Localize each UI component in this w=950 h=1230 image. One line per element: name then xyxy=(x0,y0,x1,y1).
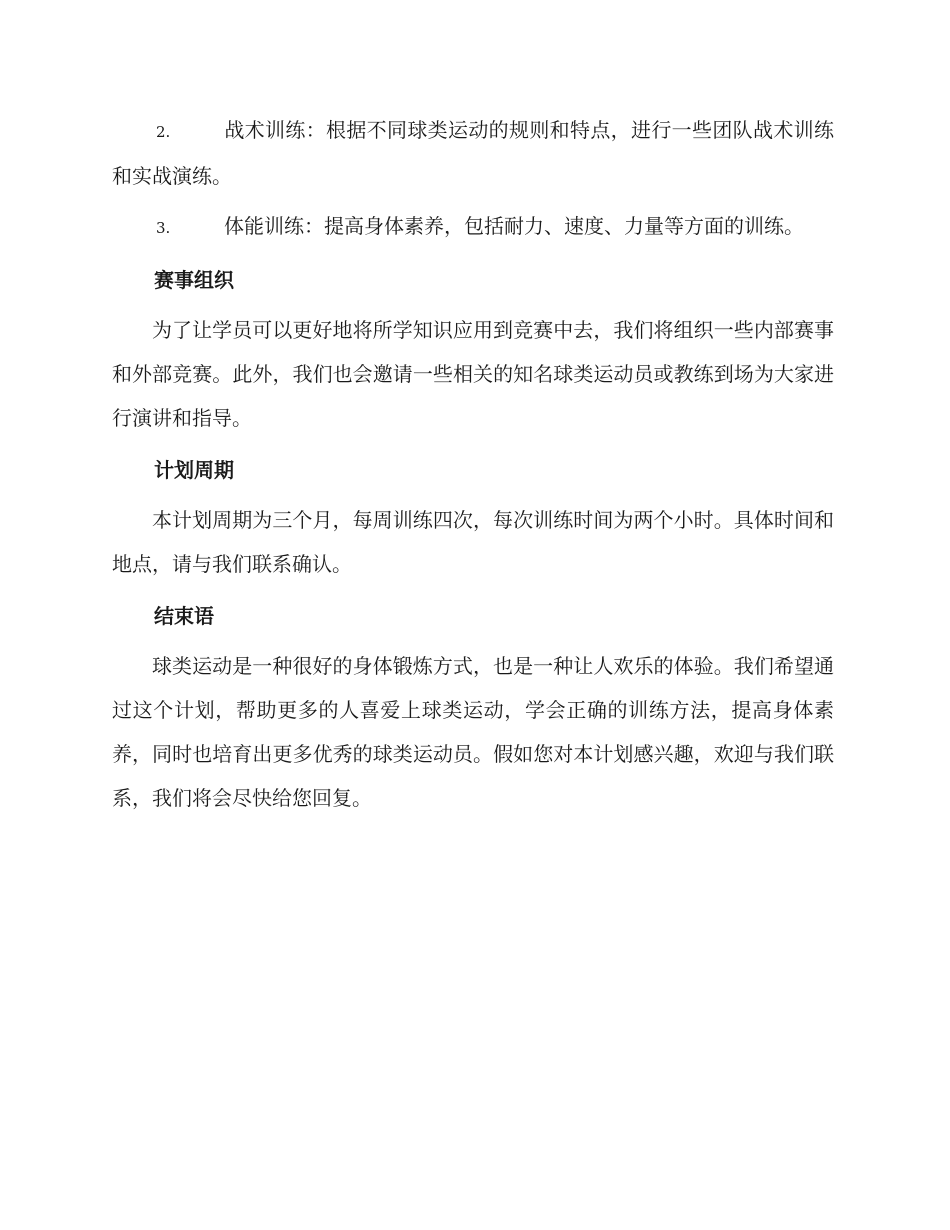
section-heading-competitions: 赛事组织 xyxy=(154,268,234,292)
list-number: 2. xyxy=(156,123,171,141)
list-item-fitness xyxy=(112,204,834,250)
section-heading-schedule: 计划周期 xyxy=(154,458,234,482)
section-body-schedule: 本计划周期为三个月，每周训练四次，每次训练时间为两个小时。具体时间和地点，请与我们联系确认。 xyxy=(112,508,834,576)
list-item-tactics xyxy=(112,108,834,198)
list-number: 3. xyxy=(156,219,171,237)
section-body-competitions: 为了让学员可以更好地将所学知识应用到竞赛中去，我们将组织一些内部赛事和外部竞赛。此外，我们也会邀请一些相关的知名球类运动员或教练到场为大家进行演讲和指导。 xyxy=(112,318,834,430)
list-item-text: 体能训练：提高身体素养，包括耐力、速度、力量等方面的训练。 xyxy=(224,214,804,238)
document-body xyxy=(112,108,834,820)
section-heading-conclusion: 结束语 xyxy=(154,604,214,628)
list-item-text: 战术训练：根据不同球类运动的规则和特点，进行一些团队战术训练和实战演练。 xyxy=(112,118,834,188)
section-body-conclusion: 球类运动是一种很好的身体锻炼方式，也是一种让人欢乐的体验。我们希望通过这个计划，帮助更多的人喜爱上球类运动，学会正确的训练方法，提高身体素养，同时也培育出更多优秀的球类运动员。假如您对本计划感兴趣，欢迎与我们联系，我们将会尽快给您回复。 xyxy=(112,654,834,810)
